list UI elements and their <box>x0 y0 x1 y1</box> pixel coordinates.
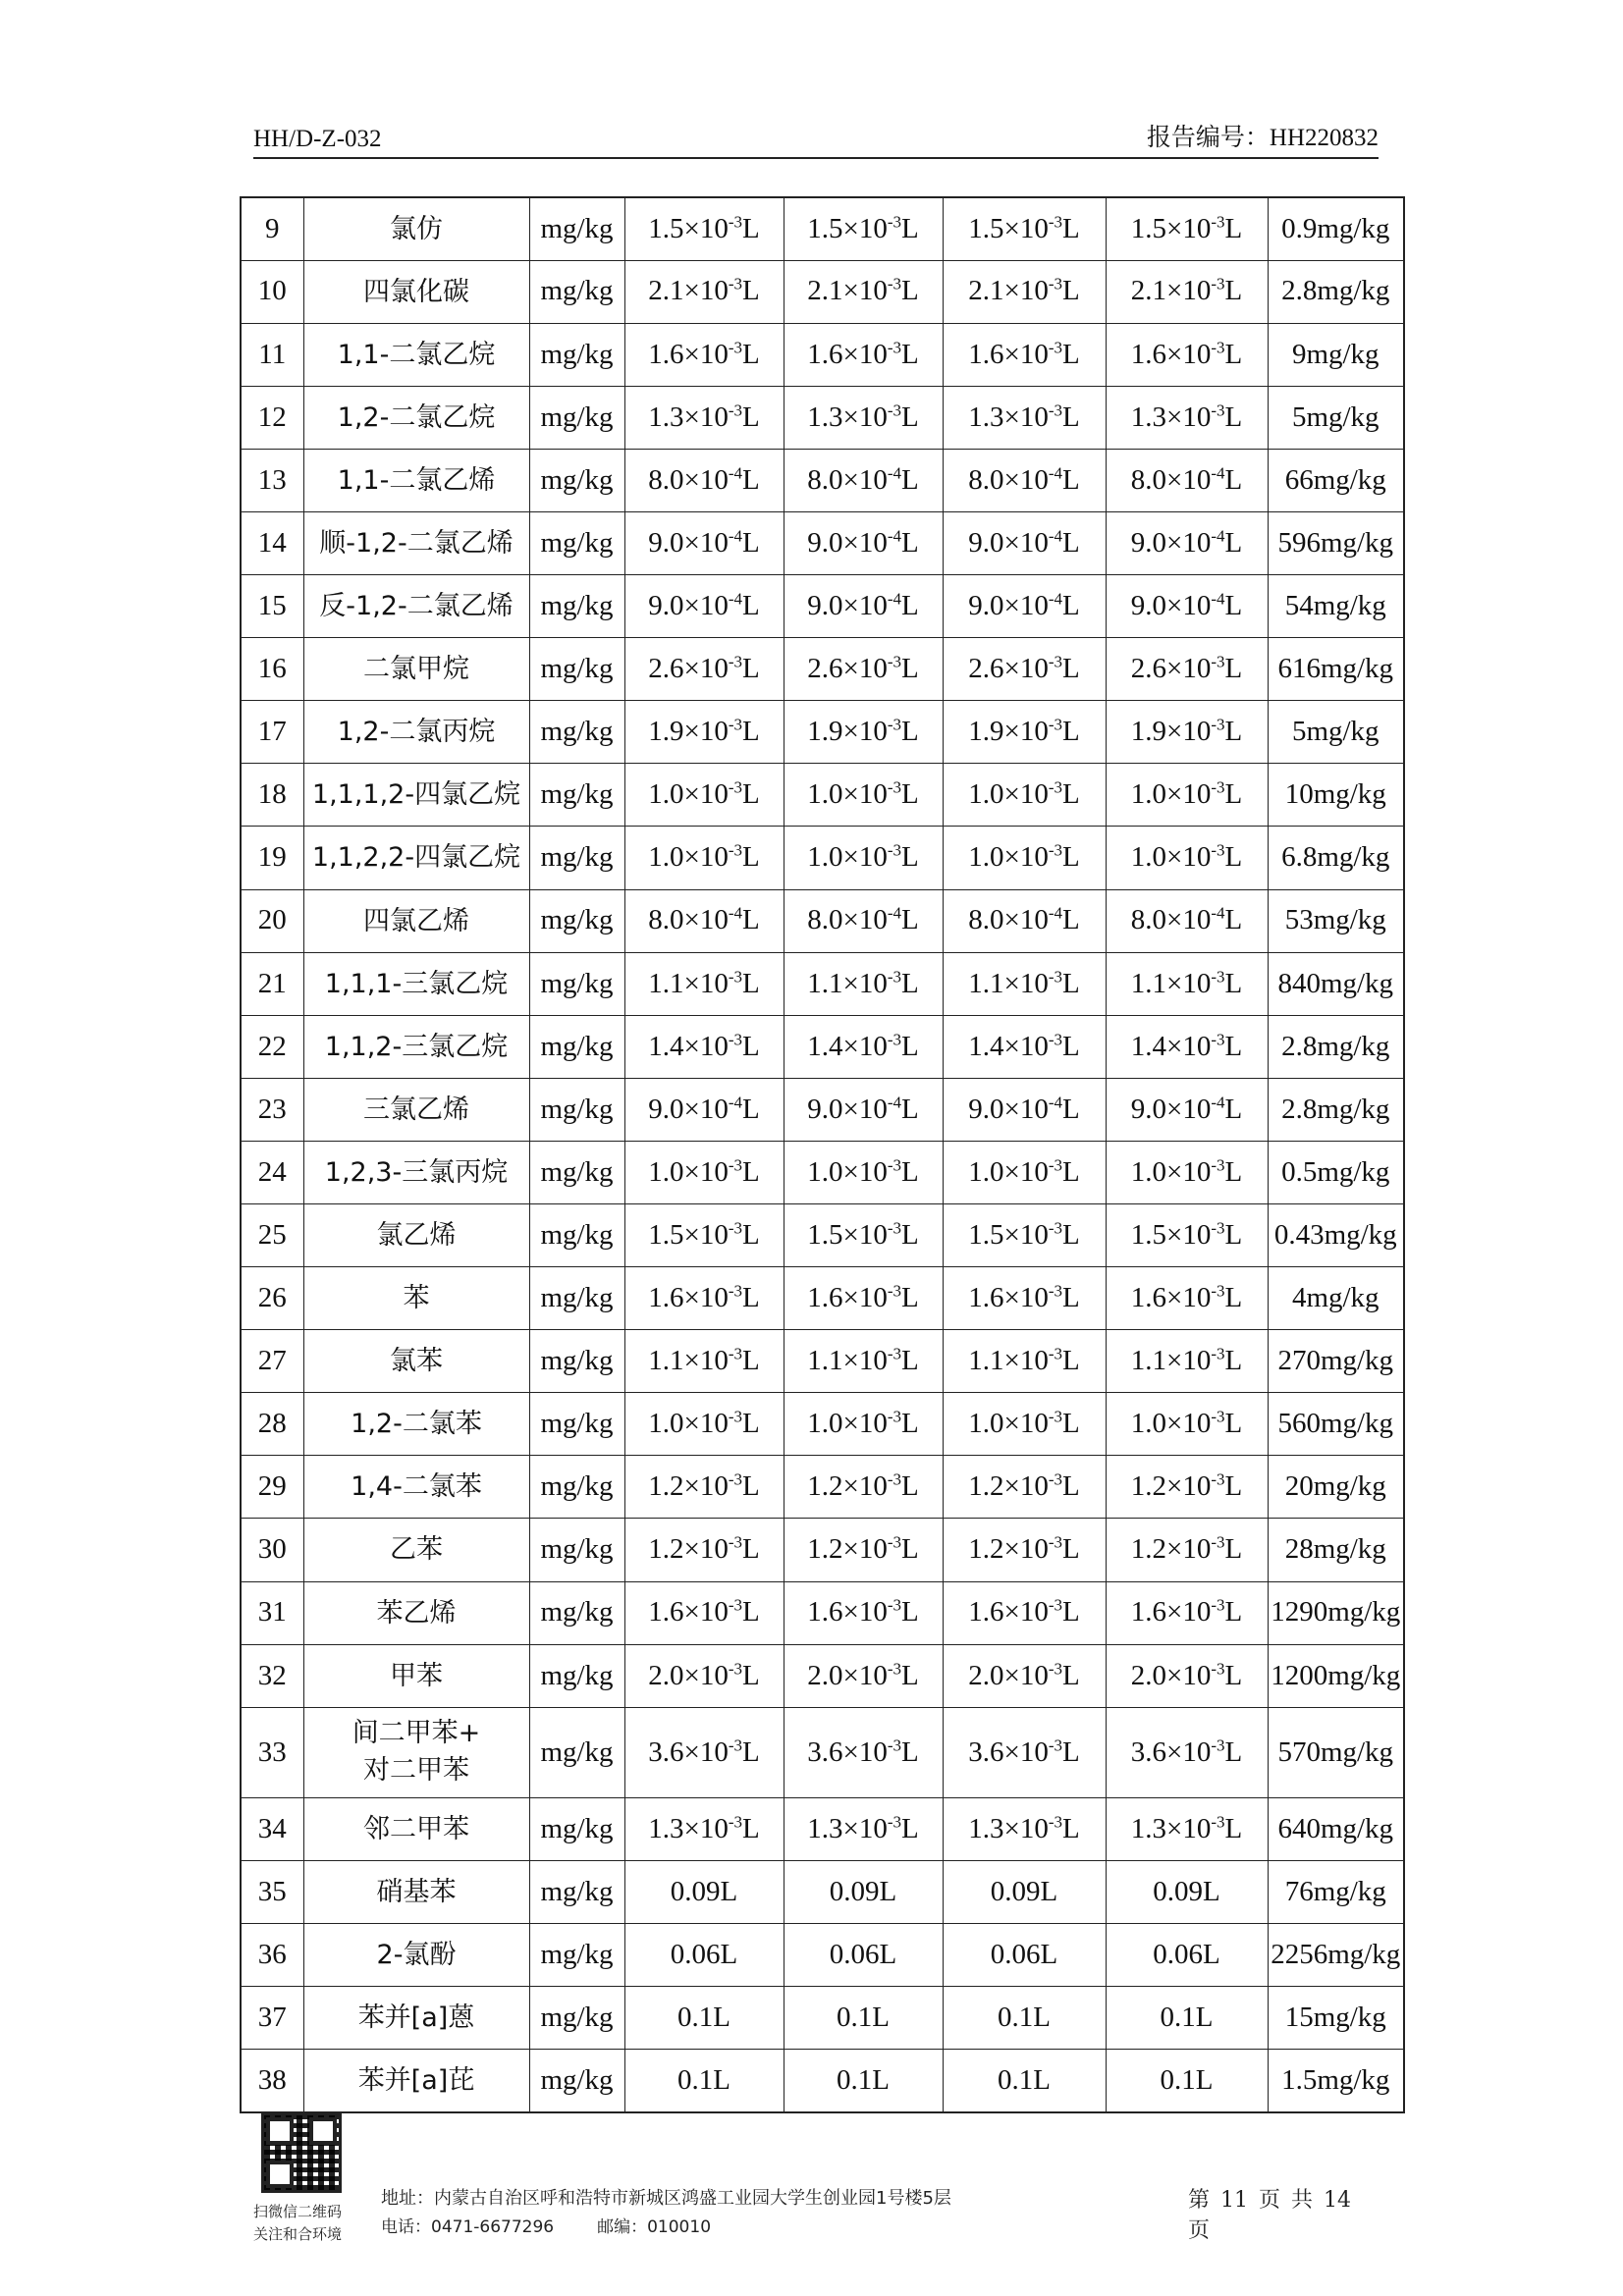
analyte-name-cell: 1,1,2-三氯乙烷 <box>303 1015 529 1078</box>
qr-caption <box>253 2201 361 2246</box>
result-cell: $3.6\times 10^{-3}L$ <box>1106 1707 1268 1797</box>
result-cell: $3.6\times 10^{-3}L$ <box>784 1707 943 1797</box>
result-cell: $1.3\times 10^{-3}L$ <box>943 386 1106 449</box>
analyte-name-cell: 三氯乙烯 <box>303 1078 529 1141</box>
row-number-cell: 18 <box>241 764 303 827</box>
result-cell: $1.0\times 10^{-3}L$ <box>784 827 943 889</box>
result-cell: $1.5\times 10^{-3}L$ <box>624 1204 784 1267</box>
phone-number: 电话：0471-6677296 <box>381 2217 555 2237</box>
table-row <box>241 449 1404 511</box>
limit-value-cell: 9mg/kg <box>1268 323 1404 386</box>
result-cell: $1.9\times 10^{-3}L$ <box>1106 701 1268 764</box>
result-cell: 0.09L <box>943 1860 1106 1923</box>
result-cell: $2.6\times 10^{-3}L$ <box>943 638 1106 701</box>
limit-value-cell: 840mg/kg <box>1268 952 1404 1015</box>
analyte-name-cell: 氯仿 <box>303 197 529 260</box>
result-cell: $1.5\times 10^{-3}L$ <box>943 1204 1106 1267</box>
table-row <box>241 1015 1404 1078</box>
table-row <box>241 1267 1404 1330</box>
result-cell: $1.2\times 10^{-3}L$ <box>1106 1456 1268 1519</box>
result-cell: $9.0\times 10^{-4}L$ <box>943 575 1106 638</box>
unit-cell: mg/kg <box>529 575 624 638</box>
unit-cell: mg/kg <box>529 2050 624 2112</box>
result-cell: 0.06L <box>943 1923 1106 1986</box>
row-number-cell: 22 <box>241 1015 303 1078</box>
limit-value-cell: 570mg/kg <box>1268 1707 1404 1797</box>
unit-cell: mg/kg <box>529 1860 624 1923</box>
result-cell: $1.0\times 10^{-3}L$ <box>1106 764 1268 827</box>
result-cell: $1.0\times 10^{-3}L$ <box>1106 1393 1268 1456</box>
row-number-cell: 30 <box>241 1519 303 1581</box>
limit-value-cell: 66mg/kg <box>1268 449 1404 511</box>
result-cell: $1.3\times 10^{-3}L$ <box>1106 386 1268 449</box>
limit-value-cell: 6.8mg/kg <box>1268 827 1404 889</box>
result-cell: $1.6\times 10^{-3}L$ <box>784 323 943 386</box>
table-row <box>241 701 1404 764</box>
result-cell: $1.4\times 10^{-3}L$ <box>784 1015 943 1078</box>
row-number-cell: 24 <box>241 1141 303 1203</box>
unit-cell: mg/kg <box>529 449 624 511</box>
report-number <box>1147 118 1379 153</box>
result-cell: 0.09L <box>624 1860 784 1923</box>
result-cell: $1.2\times 10^{-3}L$ <box>784 1456 943 1519</box>
result-cell: $1.0\times 10^{-3}L$ <box>784 1141 943 1203</box>
limit-value-cell: 596mg/kg <box>1268 511 1404 574</box>
limit-value-cell: 5mg/kg <box>1268 386 1404 449</box>
result-cell: $8.0\times 10^{-4}L$ <box>624 449 784 511</box>
result-cell: $2.6\times 10^{-3}L$ <box>1106 638 1268 701</box>
company-address: 地址：内蒙古自治区呼和浩特市新城区鸿盛工业园大学生创业园1号楼5层 <box>381 2188 951 2209</box>
analyte-name-cell: 苯并[a]芘 <box>303 2050 529 2112</box>
result-cell: $2.1\times 10^{-3}L$ <box>784 260 943 323</box>
result-cell: 0.1L <box>943 1987 1106 2050</box>
row-number-cell: 15 <box>241 575 303 638</box>
page-header <box>253 118 1379 159</box>
unit-cell: mg/kg <box>529 1923 624 1986</box>
table-row <box>241 260 1404 323</box>
unit-cell: mg/kg <box>529 323 624 386</box>
row-number-cell: 16 <box>241 638 303 701</box>
table-row <box>241 1860 1404 1923</box>
result-cell: $1.3\times 10^{-3}L$ <box>784 1797 943 1860</box>
result-cell: $1.6\times 10^{-3}L$ <box>1106 1267 1268 1330</box>
table-row <box>241 1519 1404 1581</box>
limit-value-cell: 76mg/kg <box>1268 1860 1404 1923</box>
result-cell: 0.09L <box>1106 1860 1268 1923</box>
limit-value-cell: 10mg/kg <box>1268 764 1404 827</box>
result-cell: $1.0\times 10^{-3}L$ <box>943 827 1106 889</box>
row-number-cell: 10 <box>241 260 303 323</box>
analyte-name-cell: 氯乙烯 <box>303 1204 529 1267</box>
unit-cell: mg/kg <box>529 1797 624 1860</box>
analyte-name-cell: 四氯乙烯 <box>303 889 529 952</box>
result-cell: $8.0\times 10^{-4}L$ <box>624 889 784 952</box>
result-cell: $1.9\times 10^{-3}L$ <box>943 701 1106 764</box>
unit-cell: mg/kg <box>529 1644 624 1707</box>
table-row <box>241 1393 1404 1456</box>
unit-cell: mg/kg <box>529 638 624 701</box>
result-cell: $1.6\times 10^{-3}L$ <box>1106 323 1268 386</box>
row-number-cell: 31 <box>241 1581 303 1644</box>
result-cell: $1.0\times 10^{-3}L$ <box>624 827 784 889</box>
result-cell: $1.1\times 10^{-3}L$ <box>784 952 943 1015</box>
result-cell: 0.1L <box>943 2050 1106 2112</box>
result-cell: $1.1\times 10^{-3}L$ <box>784 1330 943 1393</box>
result-cell: $1.3\times 10^{-3}L$ <box>943 1797 1106 1860</box>
limit-value-cell: 15mg/kg <box>1268 1987 1404 2050</box>
analyte-name-cell: 苯 <box>303 1267 529 1330</box>
result-cell: $1.1\times 10^{-3}L$ <box>1106 1330 1268 1393</box>
result-cell: $1.3\times 10^{-3}L$ <box>624 386 784 449</box>
analyte-name-cell: 1,1,1-三氯乙烷 <box>303 952 529 1015</box>
result-cell: $1.6\times 10^{-3}L$ <box>1106 1581 1268 1644</box>
result-cell: $9.0\times 10^{-4}L$ <box>784 511 943 574</box>
table-row <box>241 575 1404 638</box>
analyte-name-cell: 1,4-二氯苯 <box>303 1456 529 1519</box>
table-row <box>241 197 1404 260</box>
unit-cell: mg/kg <box>529 1267 624 1330</box>
result-cell: $1.2\times 10^{-3}L$ <box>624 1456 784 1519</box>
row-number-cell: 37 <box>241 1987 303 2050</box>
result-cell: 0.06L <box>784 1923 943 1986</box>
analyte-name-cell: 1,1-二氯乙烷 <box>303 323 529 386</box>
row-number-cell: 23 <box>241 1078 303 1141</box>
analyte-name-cell: 反-1,2-二氯乙烯 <box>303 575 529 638</box>
result-cell: $1.0\times 10^{-3}L$ <box>943 1141 1106 1203</box>
page-footer <box>253 2103 1382 2243</box>
table-row <box>241 323 1404 386</box>
table-row <box>241 386 1404 449</box>
table-row <box>241 1923 1404 1986</box>
row-number-cell: 27 <box>241 1330 303 1393</box>
result-cell: $1.4\times 10^{-3}L$ <box>943 1015 1106 1078</box>
result-cell: $1.1\times 10^{-3}L$ <box>624 1330 784 1393</box>
row-number-cell: 34 <box>241 1797 303 1860</box>
result-cell: $1.0\times 10^{-3}L$ <box>624 1141 784 1203</box>
analyte-name-cell: 苯乙烯 <box>303 1581 529 1644</box>
result-cell: 0.06L <box>1106 1923 1268 1986</box>
result-cell: $1.0\times 10^{-3}L$ <box>624 1393 784 1456</box>
result-cell: $1.2\times 10^{-3}L$ <box>1106 1519 1268 1581</box>
result-cell: $1.9\times 10^{-3}L$ <box>784 701 943 764</box>
unit-cell: mg/kg <box>529 1330 624 1393</box>
result-cell: $1.0\times 10^{-3}L$ <box>784 1393 943 1456</box>
result-cell: $1.5\times 10^{-3}L$ <box>624 197 784 260</box>
limit-value-cell: 0.5mg/kg <box>1268 1141 1404 1203</box>
result-cell: $1.0\times 10^{-3}L$ <box>784 764 943 827</box>
result-cell: $8.0\times 10^{-4}L$ <box>784 449 943 511</box>
analyte-name-cell: 邻二甲苯 <box>303 1797 529 1860</box>
table-row <box>241 889 1404 952</box>
result-cell: $1.0\times 10^{-3}L$ <box>1106 1141 1268 1203</box>
unit-cell: mg/kg <box>529 511 624 574</box>
limit-value-cell: 0.9mg/kg <box>1268 197 1404 260</box>
limit-value-cell: 53mg/kg <box>1268 889 1404 952</box>
limit-value-cell: 1.5mg/kg <box>1268 2050 1404 2112</box>
analyte-name-cell: 四氯化碳 <box>303 260 529 323</box>
row-number-cell: 11 <box>241 323 303 386</box>
result-cell: $1.2\times 10^{-3}L$ <box>624 1519 784 1581</box>
result-cell: $1.4\times 10^{-3}L$ <box>624 1015 784 1078</box>
result-cell: 0.1L <box>784 1987 943 2050</box>
analyte-name-cell: 1,2-二氯苯 <box>303 1393 529 1456</box>
document-code: HH/D-Z-032 <box>253 126 382 152</box>
analyte-name-cell: 二氯甲烷 <box>303 638 529 701</box>
result-cell: $9.0\times 10^{-4}L$ <box>1106 1078 1268 1141</box>
result-cell: $2.0\times 10^{-3}L$ <box>624 1644 784 1707</box>
analyte-name-cell: 苯并[a]蒽 <box>303 1987 529 2050</box>
result-cell: $8.0\times 10^{-4}L$ <box>943 449 1106 511</box>
result-cell: $8.0\times 10^{-4}L$ <box>1106 449 1268 511</box>
limit-value-cell: 2256mg/kg <box>1268 1923 1404 1986</box>
result-cell: $8.0\times 10^{-4}L$ <box>784 889 943 952</box>
result-cell: $1.1\times 10^{-3}L$ <box>624 952 784 1015</box>
unit-cell: mg/kg <box>529 701 624 764</box>
result-cell: $1.1\times 10^{-3}L$ <box>943 952 1106 1015</box>
limit-value-cell: 5mg/kg <box>1268 701 1404 764</box>
result-cell: 0.1L <box>784 2050 943 2112</box>
table-row <box>241 511 1404 574</box>
result-cell: $1.2\times 10^{-3}L$ <box>943 1456 1106 1519</box>
result-cell: $1.1\times 10^{-3}L$ <box>943 1330 1106 1393</box>
result-cell: $1.6\times 10^{-3}L$ <box>624 1581 784 1644</box>
table-row <box>241 1456 1404 1519</box>
result-cell: $1.6\times 10^{-3}L$ <box>943 1581 1106 1644</box>
limit-value-cell: 0.43mg/kg <box>1268 1204 1404 1267</box>
row-number-cell: 26 <box>241 1267 303 1330</box>
limit-value-cell: 2.8mg/kg <box>1268 260 1404 323</box>
analyte-name-cell: 间二甲苯+ 对二甲苯 <box>303 1707 529 1797</box>
analyte-name-cell: 乙苯 <box>303 1519 529 1581</box>
unit-cell: mg/kg <box>529 386 624 449</box>
row-number-cell: 20 <box>241 889 303 952</box>
limit-value-cell: 1290mg/kg <box>1268 1581 1404 1644</box>
unit-cell: mg/kg <box>529 1078 624 1141</box>
result-cell: $1.1\times 10^{-3}L$ <box>1106 952 1268 1015</box>
result-cell: $1.3\times 10^{-3}L$ <box>624 1797 784 1860</box>
unit-cell: mg/kg <box>529 889 624 952</box>
result-cell: $8.0\times 10^{-4}L$ <box>1106 889 1268 952</box>
limit-value-cell: 2.8mg/kg <box>1268 1078 1404 1141</box>
page-number: 第 11 页 共 14 页 <box>1188 2188 1351 2243</box>
result-cell: $2.1\times 10^{-3}L$ <box>624 260 784 323</box>
analyte-name-cell: 1,1-二氯乙烯 <box>303 449 529 511</box>
result-cell: $1.2\times 10^{-3}L$ <box>784 1519 943 1581</box>
table-row <box>241 1141 1404 1203</box>
unit-cell: mg/kg <box>529 1456 624 1519</box>
result-cell: $1.6\times 10^{-3}L$ <box>784 1267 943 1330</box>
row-number-cell: 32 <box>241 1644 303 1707</box>
table-row <box>241 1204 1404 1267</box>
result-cell: $1.3\times 10^{-3}L$ <box>1106 1797 1268 1860</box>
result-cell: $3.6\times 10^{-3}L$ <box>624 1707 784 1797</box>
result-cell: $1.4\times 10^{-3}L$ <box>1106 1015 1268 1078</box>
result-cell: $9.0\times 10^{-4}L$ <box>943 511 1106 574</box>
result-cell: $1.3\times 10^{-3}L$ <box>784 386 943 449</box>
result-cell: $1.6\times 10^{-3}L$ <box>624 323 784 386</box>
limit-value-cell: 560mg/kg <box>1268 1393 1404 1456</box>
result-cell: $9.0\times 10^{-4}L$ <box>1106 511 1268 574</box>
limit-value-cell: 616mg/kg <box>1268 638 1404 701</box>
result-cell: $9.0\times 10^{-4}L$ <box>624 511 784 574</box>
limit-value-cell: 20mg/kg <box>1268 1456 1404 1519</box>
analyte-name-cell: 1,2,3-三氯丙烷 <box>303 1141 529 1203</box>
limit-value-cell: 28mg/kg <box>1268 1519 1404 1581</box>
table-row <box>241 1987 1404 2050</box>
result-cell: $2.0\times 10^{-3}L$ <box>943 1644 1106 1707</box>
table-row <box>241 1581 1404 1644</box>
table-row <box>241 952 1404 1015</box>
row-number-cell: 9 <box>241 197 303 260</box>
row-number-cell: 38 <box>241 2050 303 2112</box>
analyte-name-cell: 甲苯 <box>303 1644 529 1707</box>
result-cell: $2.1\times 10^{-3}L$ <box>1106 260 1268 323</box>
result-cell: $1.2\times 10^{-3}L$ <box>943 1519 1106 1581</box>
result-cell: 0.1L <box>1106 1987 1268 2050</box>
result-cell: $1.6\times 10^{-3}L$ <box>624 1267 784 1330</box>
contact-line <box>381 2213 711 2237</box>
row-number-cell: 12 <box>241 386 303 449</box>
table-row <box>241 764 1404 827</box>
result-cell: $1.0\times 10^{-3}L$ <box>943 764 1106 827</box>
result-cell: $1.5\times 10^{-3}L$ <box>784 1204 943 1267</box>
result-cell: $1.5\times 10^{-3}L$ <box>1106 197 1268 260</box>
result-cell: $1.5\times 10^{-3}L$ <box>943 197 1106 260</box>
limit-value-cell: 640mg/kg <box>1268 1797 1404 1860</box>
unit-cell: mg/kg <box>529 1204 624 1267</box>
result-cell: $2.1\times 10^{-3}L$ <box>943 260 1106 323</box>
row-number-cell: 36 <box>241 1923 303 1986</box>
table-row <box>241 827 1404 889</box>
row-number-cell: 25 <box>241 1204 303 1267</box>
result-cell: $1.6\times 10^{-3}L$ <box>943 323 1106 386</box>
unit-cell: mg/kg <box>529 1015 624 1078</box>
table-row <box>241 638 1404 701</box>
result-cell: $9.0\times 10^{-4}L$ <box>1106 575 1268 638</box>
analyte-name-cell: 1,1,2,2-四氯乙烷 <box>303 827 529 889</box>
result-cell: $1.6\times 10^{-3}L$ <box>784 1581 943 1644</box>
analyte-name-cell: 2-氯酚 <box>303 1923 529 1986</box>
limit-value-cell: 4mg/kg <box>1268 1267 1404 1330</box>
report-number-label: 报告编号： <box>1146 123 1270 151</box>
result-cell: $9.0\times 10^{-4}L$ <box>624 1078 784 1141</box>
results-table <box>240 196 1405 2113</box>
table-row <box>241 1707 1404 1797</box>
row-number-cell: 17 <box>241 701 303 764</box>
result-cell: 0.06L <box>624 1923 784 1986</box>
postal-code: 邮编：010010 <box>597 2217 712 2237</box>
unit-cell: mg/kg <box>529 764 624 827</box>
result-cell: 0.1L <box>624 1987 784 2050</box>
result-cell: $1.9\times 10^{-3}L$ <box>624 701 784 764</box>
result-cell: $9.0\times 10^{-4}L$ <box>943 1078 1106 1141</box>
result-cell: $9.0\times 10^{-4}L$ <box>784 575 943 638</box>
result-cell: 0.1L <box>624 2050 784 2112</box>
qr-code-icon <box>261 2112 342 2193</box>
qr-caption-line-2: 关注和合环境 <box>253 2225 343 2243</box>
limit-value-cell: 2.8mg/kg <box>1268 1015 1404 1078</box>
result-cell: 0.1L <box>1106 2050 1268 2112</box>
unit-cell: mg/kg <box>529 827 624 889</box>
unit-cell: mg/kg <box>529 952 624 1015</box>
row-number-cell: 33 <box>241 1707 303 1797</box>
result-cell: $9.0\times 10^{-4}L$ <box>624 575 784 638</box>
row-number-cell: 13 <box>241 449 303 511</box>
result-cell: $2.0\times 10^{-3}L$ <box>1106 1644 1268 1707</box>
unit-cell: mg/kg <box>529 260 624 323</box>
analyte-name-cell: 硝基苯 <box>303 1860 529 1923</box>
report-number-value: HH220832 <box>1269 125 1379 151</box>
result-cell: 0.09L <box>784 1860 943 1923</box>
result-cell: $1.0\times 10^{-3}L$ <box>624 764 784 827</box>
limit-value-cell: 270mg/kg <box>1268 1330 1404 1393</box>
table-row <box>241 1078 1404 1141</box>
result-cell: $1.0\times 10^{-3}L$ <box>1106 827 1268 889</box>
unit-cell: mg/kg <box>529 1519 624 1581</box>
limit-value-cell: 54mg/kg <box>1268 575 1404 638</box>
result-cell: $1.0\times 10^{-3}L$ <box>943 1393 1106 1456</box>
row-number-cell: 28 <box>241 1393 303 1456</box>
unit-cell: mg/kg <box>529 1707 624 1797</box>
result-cell: $1.6\times 10^{-3}L$ <box>943 1267 1106 1330</box>
result-cell: $2.6\times 10^{-3}L$ <box>624 638 784 701</box>
result-cell: $8.0\times 10^{-4}L$ <box>943 889 1106 952</box>
analyte-name-cell: 顺-1,2-二氯乙烯 <box>303 511 529 574</box>
row-number-cell: 21 <box>241 952 303 1015</box>
result-cell: $9.0\times 10^{-4}L$ <box>784 1078 943 1141</box>
table-row <box>241 1797 1404 1860</box>
analyte-name-cell: 1,1,1,2-四氯乙烷 <box>303 764 529 827</box>
row-number-cell: 19 <box>241 827 303 889</box>
analyte-name-cell: 氯苯 <box>303 1330 529 1393</box>
unit-cell: mg/kg <box>529 197 624 260</box>
qr-caption-line-1: 扫微信二维码 <box>253 2203 343 2220</box>
row-number-cell: 14 <box>241 511 303 574</box>
result-cell: $2.6\times 10^{-3}L$ <box>784 638 943 701</box>
row-number-cell: 29 <box>241 1456 303 1519</box>
result-cell: $1.5\times 10^{-3}L$ <box>1106 1204 1268 1267</box>
result-cell: $1.5\times 10^{-3}L$ <box>784 197 943 260</box>
unit-cell: mg/kg <box>529 1987 624 2050</box>
limit-value-cell: 1200mg/kg <box>1268 1644 1404 1707</box>
unit-cell: mg/kg <box>529 1581 624 1644</box>
result-cell: $2.0\times 10^{-3}L$ <box>784 1644 943 1707</box>
table-row <box>241 1644 1404 1707</box>
analyte-name-cell: 1,2-二氯乙烷 <box>303 386 529 449</box>
table-row <box>241 1330 1404 1393</box>
analyte-name-cell: 1,2-二氯丙烷 <box>303 701 529 764</box>
unit-cell: mg/kg <box>529 1393 624 1456</box>
unit-cell: mg/kg <box>529 1141 624 1203</box>
result-cell: $3.6\times 10^{-3}L$ <box>943 1707 1106 1797</box>
row-number-cell: 35 <box>241 1860 303 1923</box>
